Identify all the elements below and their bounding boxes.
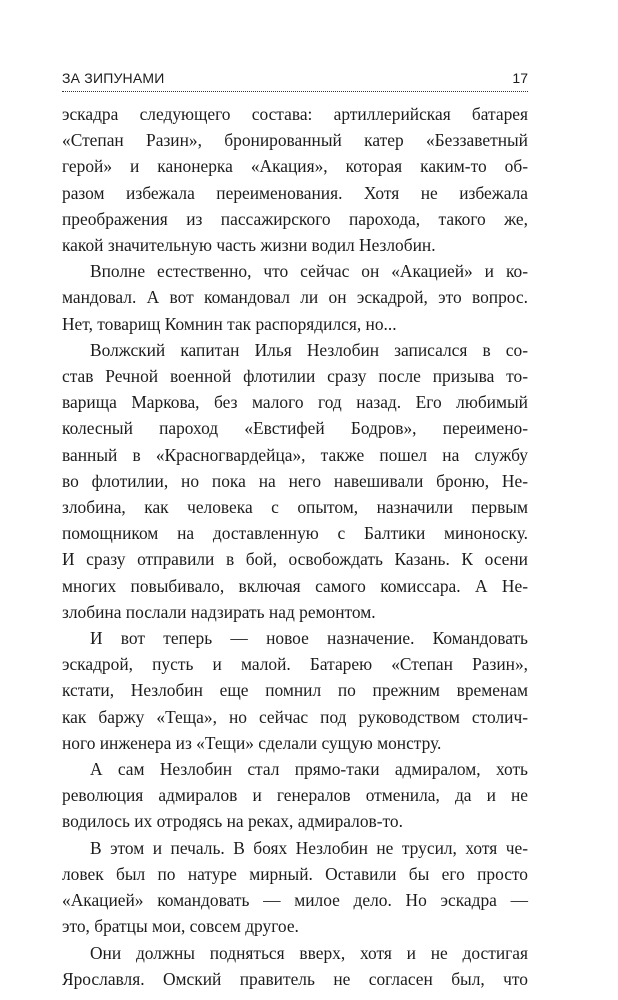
text-line: кстати, Незлобин еще помнил по прежним временам: [62, 680, 528, 701]
text-line: И вот теперь — новое назначение. Командовать: [90, 628, 528, 649]
paragraph: [62, 625, 528, 756]
body-text: [62, 101, 528, 992]
text-line: во флотилии, но пока на него навешивали броню, Не-: [62, 470, 528, 491]
text-line: Они должны подняться вверх, хотя и не достигая: [90, 942, 528, 963]
paragraph: [62, 258, 528, 337]
text-line: Ярославля. Омский правитель не согласен был, что: [62, 968, 528, 989]
text-line: мандовал. А вот командовал ли он эскадрой, это вопрос.: [62, 287, 528, 308]
text-line: ного инженера из «Тещи» сделали сущую монстру.: [62, 732, 442, 753]
text-line: как баржу «Теща», но сейчас под руководством столич-: [62, 706, 528, 727]
text-line: «Акацией» командовать — милое дело. Но эскадра —: [62, 890, 528, 911]
page-number: 17: [512, 70, 528, 86]
paragraph: [62, 835, 528, 940]
text-line: преображения из пассажирского парохода, такого же,: [62, 208, 528, 229]
text-line: это, братцы мои, совсем другое.: [62, 916, 299, 937]
text-line: помощником на доставленную с Балтики миноноску.: [62, 523, 528, 544]
text-line: «Степан Разин», бронированный катер «Беззаветный: [62, 130, 528, 151]
text-line: Волжский капитан Илья Незлобин записался в со-: [90, 339, 528, 360]
text-line: Вполне естественно, что сейчас он «Акацией» и ко-: [90, 261, 528, 282]
text-line: революция адмиралов и генералов отменила, да и не: [62, 785, 528, 806]
paragraph: [62, 337, 528, 625]
text-line: злобина послали надзирать над ремонтом.: [62, 601, 376, 622]
text-line: И сразу отправили в бой, освобождать Казань. К осени: [62, 549, 528, 570]
text-line: варища Маркова, без малого год назад. Его любимый: [62, 392, 528, 413]
text-line: водилось их отродясь на реках, адмиралов-то.: [62, 811, 403, 832]
text-line: разом избежала переименования. Хотя не избежала: [62, 182, 528, 203]
text-line: герой» и канонерка «Акация», которая каким-то об-: [62, 156, 528, 177]
text-line: колесный пароход «Евстифей Бодров», переимено-: [62, 418, 528, 439]
running-title: ЗА ЗИПУНАМИ: [62, 70, 165, 86]
text-line: какой значительную часть жизни водил Незлобин.: [62, 235, 436, 256]
page-header: [62, 70, 528, 90]
text-line: ванный в «Красногвардейца», также пошел на службу: [62, 444, 528, 465]
text-line: эскадрой, пусть и малой. Батарею «Степан Разин»,: [62, 654, 528, 675]
text-line: ловек был по натуре мирный. Оставили бы его просто: [62, 863, 528, 884]
text-line: став Речной военной флотилии сразу после призыва то-: [62, 366, 528, 387]
header-divider: [62, 91, 528, 92]
text-line: многих повыбивало, включая самого комиссара. А Не-: [62, 575, 528, 596]
text-line: Нет, товарищ Комнин так распорядился, но...: [62, 313, 397, 334]
paragraph: [62, 101, 528, 258]
paragraph: [62, 940, 528, 992]
text-line: эскадра следующего состава: артиллерийская батарея: [62, 104, 528, 124]
text-line: злобина, как человека с опытом, назначили первым: [62, 497, 528, 518]
text-line: В этом и печаль. В боях Незлобин не трусил, хотя че-: [90, 837, 528, 858]
paragraph: [62, 756, 528, 835]
text-line: А сам Незлобин стал прямо-таки адмиралом, хоть: [90, 759, 528, 780]
